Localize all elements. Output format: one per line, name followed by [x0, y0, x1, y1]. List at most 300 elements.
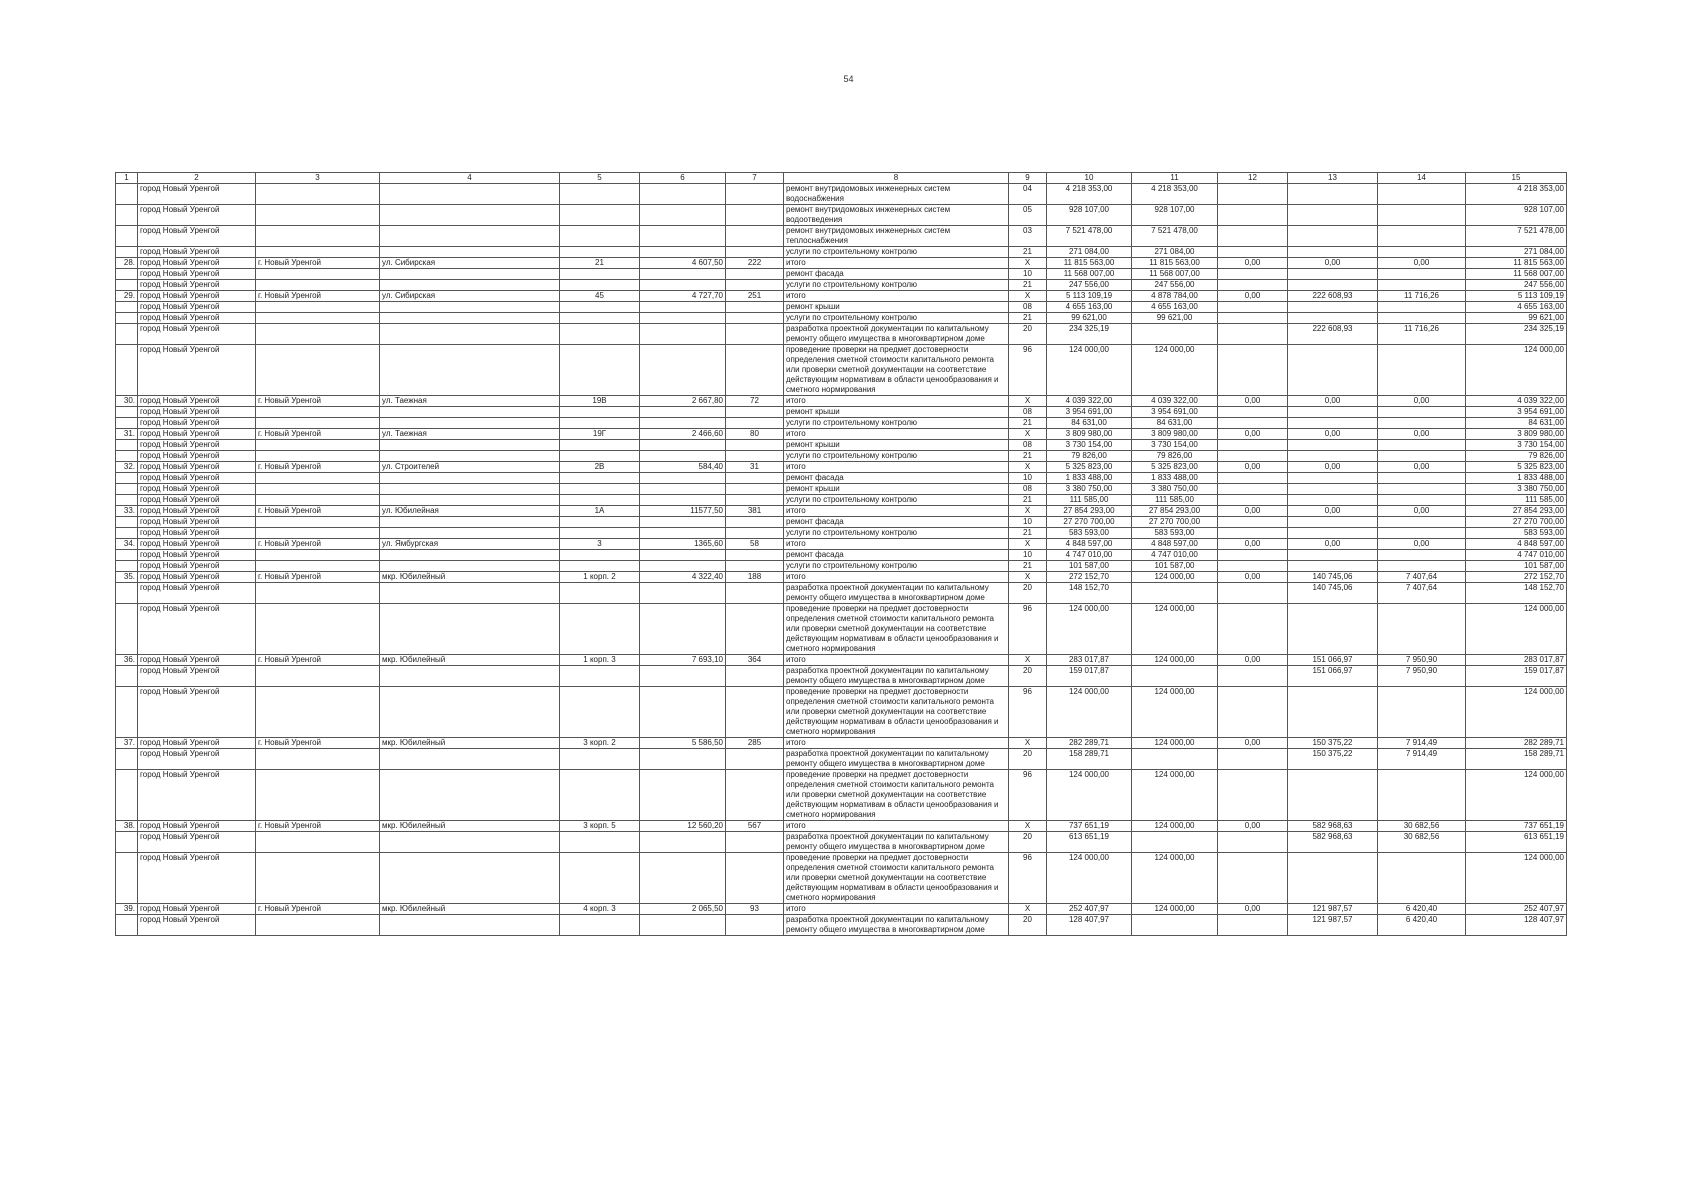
table-cell: город Новый Уренгой: [138, 451, 256, 462]
table-cell: [640, 915, 726, 936]
table-cell: 12 560,20: [640, 821, 726, 832]
table-cell: 2 065,50: [640, 904, 726, 915]
table-cell: [1378, 313, 1466, 324]
table-cell: проведение проверки на предмет достоверности определения сметной стоимости капитального ремонта или проверки сметной документации на соответствие действующим нормативам в области ценообразования и сметного нормирования: [784, 345, 1009, 396]
table-row: [116, 915, 1567, 936]
table-cell: город Новый Уренгой: [138, 915, 256, 936]
table-cell: ремонт внутридомовых инженерных систем водоснабжения: [784, 184, 1009, 205]
table-cell: разработка проектной документации по капитальному ремонту общего имущества в многоквартирном доме: [784, 915, 1009, 936]
table-cell: 27 854 293,00: [1047, 506, 1132, 517]
table-cell: [640, 226, 726, 247]
table-cell: [640, 666, 726, 687]
table-cell: [560, 440, 640, 451]
table-cell: 27 854 293,00: [1132, 506, 1218, 517]
table-cell: [116, 484, 138, 495]
table-row: [116, 407, 1567, 418]
table-cell: [1378, 561, 1466, 572]
table-cell: [116, 583, 138, 604]
table-cell: [1288, 184, 1378, 205]
table-cell: город Новый Уренгой: [138, 280, 256, 291]
table-cell: 1 833 488,00: [1466, 473, 1567, 484]
table-cell: 4 727,70: [640, 291, 726, 302]
table-cell: 148 152,70: [1047, 583, 1132, 604]
table-cell: [1378, 687, 1466, 738]
table-cell: [560, 583, 640, 604]
table-cell: [560, 749, 640, 770]
table-row: [116, 451, 1567, 462]
repair-plan-table: [115, 172, 1567, 936]
table-cell: [640, 495, 726, 506]
table-cell: [560, 666, 640, 687]
table-cell: [1218, 324, 1288, 345]
column-header-5: 5: [560, 173, 640, 184]
table-cell: [640, 269, 726, 280]
table-cell: 96: [1009, 345, 1047, 396]
table-cell: город Новый Уренгой: [138, 407, 256, 418]
table-cell: [256, 915, 380, 936]
table-cell: ул. Строителей: [380, 462, 560, 473]
table-cell: [256, 853, 380, 904]
table-cell: Х: [1009, 429, 1047, 440]
table-cell: 0,00: [1218, 291, 1288, 302]
table-cell: [1218, 247, 1288, 258]
table-cell: итого: [784, 539, 1009, 550]
table-cell: 7 521 478,00: [1132, 226, 1218, 247]
table-cell: мкр. Юбилейный: [380, 572, 560, 583]
table-cell: город Новый Уренгой: [138, 440, 256, 451]
table-cell: [380, 484, 560, 495]
table-cell: [380, 313, 560, 324]
table-cell: [1218, 451, 1288, 462]
table-cell: [640, 583, 726, 604]
table-cell: 124 000,00: [1132, 853, 1218, 904]
table-cell: 124 000,00: [1466, 687, 1567, 738]
table-cell: [640, 561, 726, 572]
table-row: [116, 821, 1567, 832]
table-cell: [380, 407, 560, 418]
table-cell: [1288, 528, 1378, 539]
table-cell: 6 420,40: [1378, 904, 1466, 915]
table-cell: [1378, 770, 1466, 821]
table-cell: [1218, 561, 1288, 572]
table-cell: 124 000,00: [1132, 655, 1218, 666]
table-cell: 1 833 488,00: [1047, 473, 1132, 484]
table-cell: [256, 561, 380, 572]
table-cell: 10: [1009, 269, 1047, 280]
table-cell: проведение проверки на предмет достоверности определения сметной стоимости капитального ремонта или проверки сметной документации на соответствие действующим нормативам в области ценообразования и сметного нормирования: [784, 687, 1009, 738]
table-cell: 737 651,19: [1047, 821, 1132, 832]
table-cell: 80: [726, 429, 784, 440]
table-cell: Х: [1009, 396, 1047, 407]
table-cell: [380, 561, 560, 572]
table-row: [116, 517, 1567, 528]
page-number: 54: [843, 74, 854, 84]
table-cell: [640, 313, 726, 324]
table-cell: 583 593,00: [1047, 528, 1132, 539]
table-row: [116, 738, 1567, 749]
column-header-2: 2: [138, 173, 256, 184]
table-cell: город Новый Уренгой: [138, 184, 256, 205]
table-cell: итого: [784, 904, 1009, 915]
table-cell: [726, 302, 784, 313]
table-cell: [1132, 583, 1218, 604]
table-cell: [1218, 495, 1288, 506]
column-header-13: 13: [1288, 173, 1378, 184]
table-cell: г. Новый Уренгой: [256, 291, 380, 302]
table-cell: [726, 749, 784, 770]
table-cell: ремонт крыши: [784, 484, 1009, 495]
table-cell: 613 651,19: [1047, 832, 1132, 853]
table-cell: ул. Таежная: [380, 429, 560, 440]
table-cell: 08: [1009, 484, 1047, 495]
table-cell: 151 066,97: [1288, 655, 1378, 666]
table-cell: 111 585,00: [1466, 495, 1567, 506]
table-cell: мкр. Юбилейный: [380, 904, 560, 915]
table-cell: 0,00: [1378, 258, 1466, 269]
table-row: [116, 226, 1567, 247]
table-cell: 36.: [116, 655, 138, 666]
table-cell: [1218, 528, 1288, 539]
table-cell: 08: [1009, 440, 1047, 451]
table-cell: 3 730 154,00: [1047, 440, 1132, 451]
table-cell: [380, 247, 560, 258]
table-cell: [560, 495, 640, 506]
table-cell: 381: [726, 506, 784, 517]
table-cell: [116, 495, 138, 506]
table-cell: 37.: [116, 738, 138, 749]
table-cell: 0,00: [1378, 506, 1466, 517]
table-row: [116, 904, 1567, 915]
table-cell: [560, 184, 640, 205]
table-cell: Х: [1009, 258, 1047, 269]
table-cell: 21: [1009, 561, 1047, 572]
table-cell: [1288, 247, 1378, 258]
table-cell: г. Новый Уренгой: [256, 655, 380, 666]
table-cell: 3 954 691,00: [1466, 407, 1567, 418]
table-cell: [256, 749, 380, 770]
table-cell: мкр. Юбилейный: [380, 655, 560, 666]
table-cell: итого: [784, 738, 1009, 749]
table-row: [116, 324, 1567, 345]
table-cell: 21: [1009, 247, 1047, 258]
table-cell: [726, 832, 784, 853]
table-cell: [256, 666, 380, 687]
table-cell: [726, 269, 784, 280]
table-cell: 7 521 478,00: [1466, 226, 1567, 247]
table-cell: [1378, 440, 1466, 451]
table-cell: [560, 407, 640, 418]
table-cell: 222: [726, 258, 784, 269]
table-cell: 30 682,56: [1378, 832, 1466, 853]
table-cell: г. Новый Уренгой: [256, 539, 380, 550]
table-cell: [560, 915, 640, 936]
table-cell: 101 587,00: [1047, 561, 1132, 572]
table-cell: [256, 184, 380, 205]
table-row: [116, 269, 1567, 280]
table-row: [116, 184, 1567, 205]
table-cell: Х: [1009, 291, 1047, 302]
table-cell: итого: [784, 655, 1009, 666]
table-cell: 4 655 163,00: [1132, 302, 1218, 313]
table-cell: [560, 313, 640, 324]
table-cell: [640, 280, 726, 291]
table-cell: [116, 440, 138, 451]
table-cell: 7 521 478,00: [1047, 226, 1132, 247]
table-cell: [560, 770, 640, 821]
table-cell: 3 954 691,00: [1132, 407, 1218, 418]
table-cell: 222 608,93: [1288, 291, 1378, 302]
table-cell: [726, 440, 784, 451]
table-cell: [1288, 440, 1378, 451]
table-cell: город Новый Уренгой: [138, 205, 256, 226]
table-cell: 0,00: [1288, 396, 1378, 407]
table-row: [116, 770, 1567, 821]
table-cell: 0,00: [1218, 821, 1288, 832]
table-cell: 124 000,00: [1132, 345, 1218, 396]
table-cell: 3 380 750,00: [1047, 484, 1132, 495]
table-cell: 4 322,40: [640, 572, 726, 583]
table-row: [116, 853, 1567, 904]
table-cell: 21: [1009, 418, 1047, 429]
table-cell: [380, 604, 560, 655]
table-cell: Х: [1009, 904, 1047, 915]
table-cell: 10: [1009, 517, 1047, 528]
table-cell: [380, 473, 560, 484]
table-cell: ул. Сибирская: [380, 291, 560, 302]
table-cell: проведение проверки на предмет достоверности определения сметной стоимости капитального ремонта или проверки сметной документации на соответствие действующим нормативам в области ценообразования и сметного нормирования: [784, 604, 1009, 655]
table-cell: услуги по строительному контролю: [784, 528, 1009, 539]
table-cell: 613 651,19: [1466, 832, 1567, 853]
table-cell: [726, 561, 784, 572]
table-cell: 7 914,49: [1378, 749, 1466, 770]
table-cell: г. Новый Уренгой: [256, 904, 380, 915]
table-cell: 11 568 007,00: [1132, 269, 1218, 280]
table-cell: [726, 313, 784, 324]
table-cell: 188: [726, 572, 784, 583]
table-cell: [1288, 604, 1378, 655]
table-cell: [116, 280, 138, 291]
table-cell: 124 000,00: [1132, 687, 1218, 738]
table-cell: [1378, 451, 1466, 462]
table-cell: 111 585,00: [1132, 495, 1218, 506]
table-cell: 4 848 597,00: [1047, 539, 1132, 550]
column-header-15: 15: [1466, 173, 1567, 184]
table-cell: город Новый Уренгой: [138, 550, 256, 561]
table-cell: 1365,60: [640, 539, 726, 550]
table-cell: город Новый Уренгой: [138, 226, 256, 247]
table-cell: [560, 226, 640, 247]
table-cell: разработка проектной документации по капитальному ремонту общего имущества в многоквартирном доме: [784, 583, 1009, 604]
table-cell: [1132, 915, 1218, 936]
table-row: [116, 205, 1567, 226]
table-cell: 0,00: [1218, 572, 1288, 583]
table-cell: Х: [1009, 539, 1047, 550]
table-cell: 0,00: [1288, 258, 1378, 269]
table-cell: город Новый Уренгой: [138, 291, 256, 302]
table-cell: 0,00: [1218, 506, 1288, 517]
table-cell: [560, 832, 640, 853]
table-row: [116, 495, 1567, 506]
table-cell: мкр. Юбилейный: [380, 738, 560, 749]
table-cell: услуги по строительному контролю: [784, 451, 1009, 462]
table-cell: ремонт крыши: [784, 440, 1009, 451]
table-cell: город Новый Уренгой: [138, 749, 256, 770]
table-cell: 3 954 691,00: [1047, 407, 1132, 418]
table-cell: [726, 418, 784, 429]
table-cell: [380, 302, 560, 313]
table-cell: 20: [1009, 832, 1047, 853]
column-header-3: 3: [256, 173, 380, 184]
table-row: [116, 832, 1567, 853]
table-cell: ремонт крыши: [784, 407, 1009, 418]
table-cell: услуги по строительному контролю: [784, 247, 1009, 258]
table-cell: [640, 687, 726, 738]
table-cell: 158 289,71: [1466, 749, 1567, 770]
table-cell: [380, 853, 560, 904]
table-cell: г. Новый Уренгой: [256, 821, 380, 832]
table-cell: 7 950,90: [1378, 666, 1466, 687]
table-cell: 0,00: [1378, 396, 1466, 407]
table-row: [116, 666, 1567, 687]
table-cell: 6 420,40: [1378, 915, 1466, 936]
table-cell: 124 000,00: [1466, 770, 1567, 821]
table-cell: [640, 484, 726, 495]
table-cell: [116, 451, 138, 462]
table-cell: 1А: [560, 506, 640, 517]
table-cell: город Новый Уренгой: [138, 506, 256, 517]
table-cell: 72: [726, 396, 784, 407]
table-cell: 247 556,00: [1466, 280, 1567, 291]
table-cell: 84 631,00: [1132, 418, 1218, 429]
table-cell: разработка проектной документации по капитальному ремонту общего имущества в многоквартирном доме: [784, 324, 1009, 345]
table-cell: [1378, 604, 1466, 655]
table-cell: [560, 451, 640, 462]
table-cell: [726, 853, 784, 904]
table-cell: 4 607,50: [640, 258, 726, 269]
table-cell: 4 218 353,00: [1047, 184, 1132, 205]
table-cell: 121 987,57: [1288, 904, 1378, 915]
table-cell: 247 556,00: [1132, 280, 1218, 291]
table-cell: 34.: [116, 539, 138, 550]
table-cell: [116, 604, 138, 655]
table-cell: [116, 561, 138, 572]
table-row: [116, 506, 1567, 517]
table-cell: 11 568 007,00: [1466, 269, 1567, 280]
table-cell: 124 000,00: [1047, 604, 1132, 655]
table-cell: 79 826,00: [1466, 451, 1567, 462]
table-cell: [726, 604, 784, 655]
table-cell: [726, 473, 784, 484]
table-cell: [560, 528, 640, 539]
table-cell: [380, 440, 560, 451]
table-cell: [726, 184, 784, 205]
table-cell: [640, 247, 726, 258]
table-cell: [1378, 269, 1466, 280]
table-cell: 10: [1009, 473, 1047, 484]
table-cell: [560, 604, 640, 655]
table-cell: 7 407,64: [1378, 572, 1466, 583]
table-cell: [560, 205, 640, 226]
table-cell: 124 000,00: [1466, 853, 1567, 904]
table-cell: [256, 495, 380, 506]
table-cell: 0,00: [1218, 738, 1288, 749]
table-cell: [726, 915, 784, 936]
table-cell: 04: [1009, 184, 1047, 205]
table-cell: 252 407,97: [1047, 904, 1132, 915]
table-cell: 30.: [116, 396, 138, 407]
table-cell: 282 289,71: [1047, 738, 1132, 749]
table-cell: 0,00: [1218, 396, 1288, 407]
table-row: [116, 313, 1567, 324]
table-cell: [116, 345, 138, 396]
table-cell: 4 218 353,00: [1132, 184, 1218, 205]
table-cell: 27 854 293,00: [1466, 506, 1567, 517]
table-cell: 101 587,00: [1466, 561, 1567, 572]
table-cell: 4 747 010,00: [1047, 550, 1132, 561]
table-cell: 234 325,19: [1047, 324, 1132, 345]
table-cell: [1288, 561, 1378, 572]
table-row: [116, 462, 1567, 473]
table-cell: [560, 517, 640, 528]
table-cell: 3 730 154,00: [1132, 440, 1218, 451]
table-cell: город Новый Уренгой: [138, 853, 256, 904]
table-cell: [116, 324, 138, 345]
table-cell: Х: [1009, 506, 1047, 517]
table-cell: [256, 280, 380, 291]
table-cell: 11 815 563,00: [1132, 258, 1218, 269]
table-cell: город Новый Уренгой: [138, 655, 256, 666]
table-cell: 271 084,00: [1466, 247, 1567, 258]
table-cell: [256, 247, 380, 258]
table-cell: 584,40: [640, 462, 726, 473]
table-cell: 124 000,00: [1132, 604, 1218, 655]
table-cell: [1218, 583, 1288, 604]
table-cell: город Новый Уренгой: [138, 313, 256, 324]
table-row: [116, 655, 1567, 666]
table-cell: 124 000,00: [1132, 572, 1218, 583]
table-cell: город Новый Уренгой: [138, 604, 256, 655]
table-cell: 96: [1009, 853, 1047, 904]
table-cell: [1288, 473, 1378, 484]
table-cell: 4 848 597,00: [1132, 539, 1218, 550]
table-cell: ул. Ямбургская: [380, 539, 560, 550]
table-cell: [256, 302, 380, 313]
table-cell: 252 407,97: [1466, 904, 1567, 915]
table-cell: [256, 313, 380, 324]
table-cell: [1288, 302, 1378, 313]
table-cell: [1132, 324, 1218, 345]
table-cell: [1218, 418, 1288, 429]
table-cell: г. Новый Уренгой: [256, 738, 380, 749]
table-cell: [380, 687, 560, 738]
table-cell: [1288, 687, 1378, 738]
table-cell: [1378, 280, 1466, 291]
table-cell: [256, 345, 380, 396]
table-cell: услуги по строительному контролю: [784, 280, 1009, 291]
table-cell: [560, 561, 640, 572]
table-cell: 20: [1009, 583, 1047, 604]
table-cell: [380, 550, 560, 561]
table-cell: 33.: [116, 506, 138, 517]
table-cell: разработка проектной документации по капитальному ремонту общего имущества в многоквартирном доме: [784, 666, 1009, 687]
table-cell: [256, 484, 380, 495]
column-header-14: 14: [1378, 173, 1466, 184]
table-cell: ремонт внутридомовых инженерных систем теплоснабжения: [784, 226, 1009, 247]
table-cell: 140 745,06: [1288, 583, 1378, 604]
table-cell: [1218, 770, 1288, 821]
table-cell: [116, 473, 138, 484]
table-cell: город Новый Уренгой: [138, 687, 256, 738]
